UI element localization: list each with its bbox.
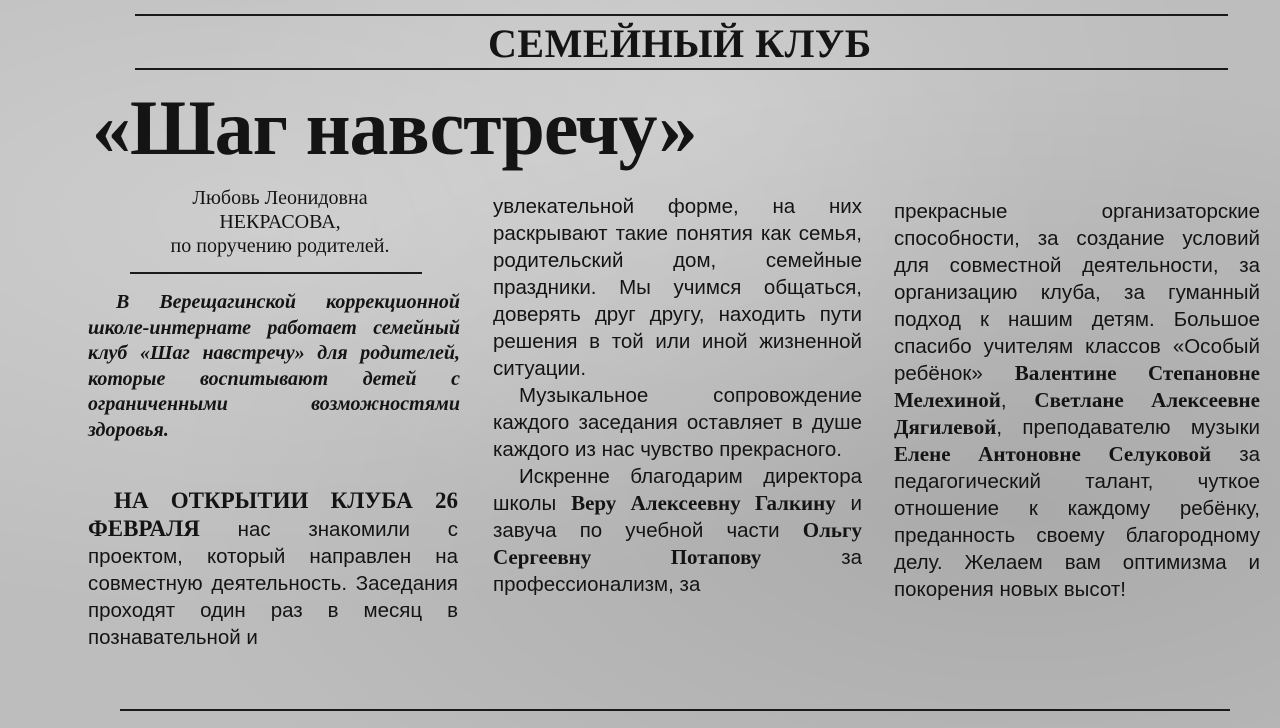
- text-run: прекрасные организаторские способности, за создание условий для совместной деятельности, за организацию клуба, за гуманный подход к нашим детям. Большое спасибо учителям классов «Особый ребёнок»: [894, 200, 1260, 385]
- byline: [130, 186, 430, 258]
- byline-name: Любовь Леонидовна: [192, 187, 368, 209]
- paragraph: увлекательной форме, на них раскрывают такие понятия как семья, родительский дом, семейные праздники. Мы учимся общаться, доверять друг другу, находить пути решения в той или иной жизненной ситуации.: [493, 195, 862, 380]
- text-run: ,: [1000, 389, 1035, 412]
- text-run: Искренне благодарим директора школы: [493, 465, 862, 515]
- person-name: Елене Антоновне Селуковой: [894, 442, 1212, 466]
- paragraph: [894, 198, 1260, 603]
- person-name: Светлане Алексеевне Дягилевой: [894, 388, 1260, 439]
- text-run: за профессионализм, за: [493, 546, 862, 596]
- paragraph: Музыкальное сопровождение каждого заседания оставляет в душе каждого из нас чувство прекрасного.: [493, 384, 862, 461]
- article-column-2: [493, 193, 862, 598]
- person-name: Веру Алексеевну Галкину: [571, 491, 836, 515]
- text-run: и завуча по учебной части: [493, 492, 862, 542]
- article-column-1: [88, 487, 458, 651]
- person-name: Валентине Степановне Мелехиной: [894, 361, 1260, 412]
- paragraph: [88, 487, 458, 651]
- lead-paragraph: В Верещагинской коррекционной школе-интернате работает семейный клуб «Шаг навстречу» для родителей, которые воспитывают детей с ограниченными возможностями здоровья.: [88, 291, 460, 441]
- text-run: за педагогический талант, чуткое отношение к каждому ребёнку, преданность своему благородному делу. Желаем вам оптимизма и покорения новых высот!: [894, 443, 1261, 601]
- header-rule: [135, 68, 1228, 70]
- lead-in-caps: НА ОТКРЫТИИ КЛУБА 26 ФЕВРАЛЯ: [88, 488, 458, 541]
- byline-surname: НЕКРАСОВА,: [219, 211, 341, 233]
- person-name: Ольгу Сергеевну Потапову: [493, 518, 862, 569]
- text-run: , преподавателю музыки: [996, 416, 1260, 439]
- article-column-3: [894, 198, 1260, 603]
- paragraph: [493, 463, 862, 598]
- section-header: СЕМЕЙНЫЙ КЛУБ: [488, 21, 872, 66]
- byline-rule: [130, 272, 422, 274]
- article-headline: «Шаг навстречу»: [92, 84, 697, 171]
- bottom-rule: [120, 709, 1230, 711]
- top-rule: [135, 14, 1228, 16]
- byline-note: по поручению родителей.: [170, 235, 390, 257]
- text-run: нас знакомили с проектом, который направлен на совместную деятельность. Заседания проходят один раз в месяц в познавательной и: [88, 518, 458, 649]
